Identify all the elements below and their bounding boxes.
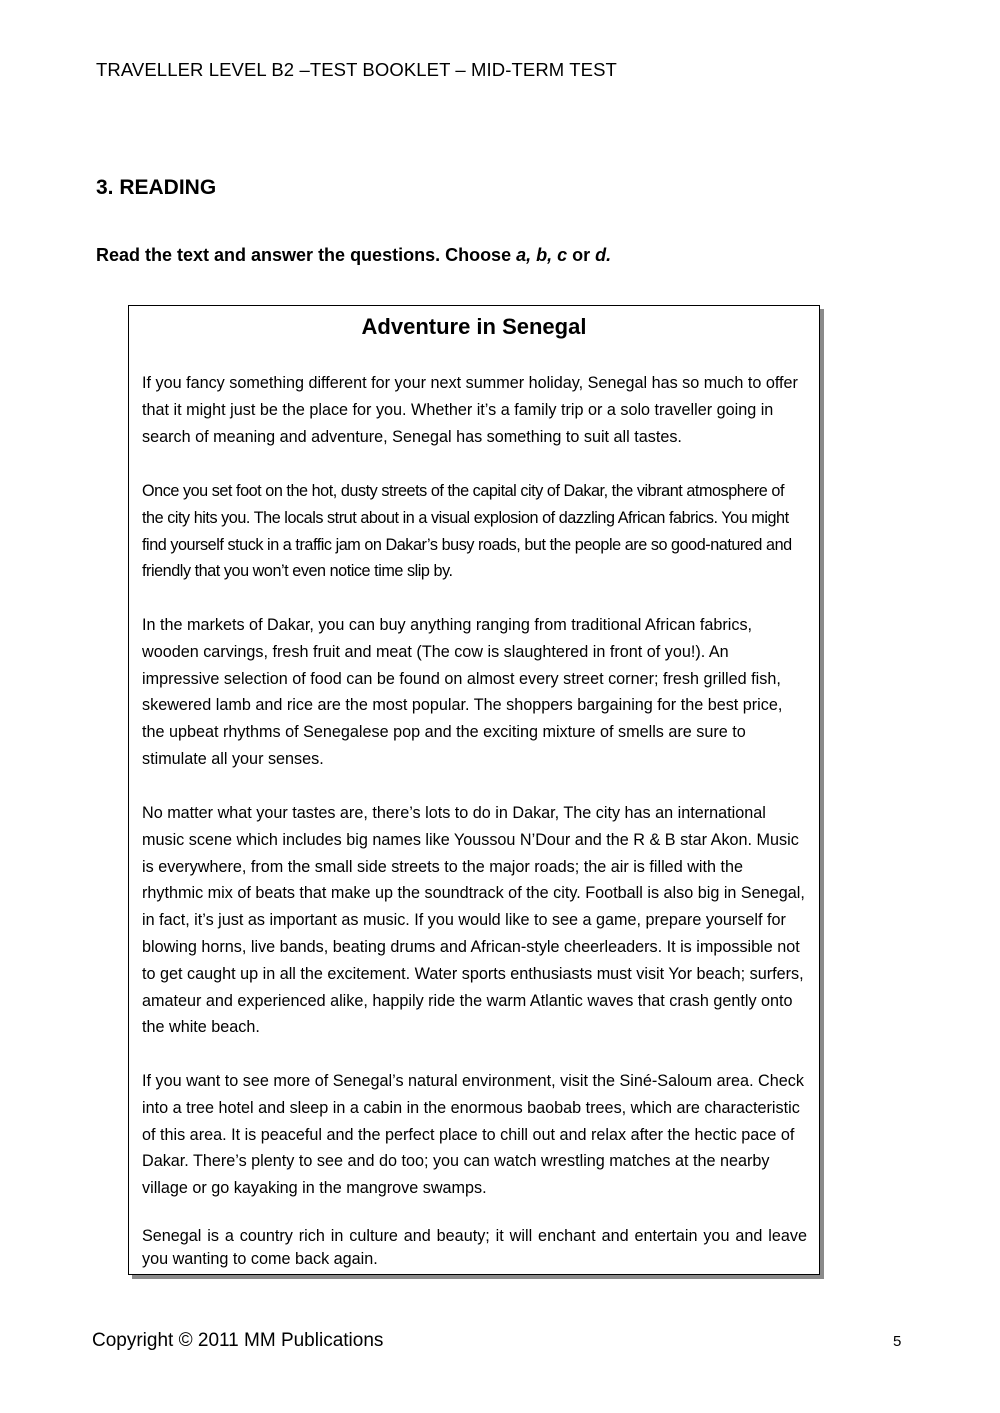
passage-paragraph-5: If you want to see more of Senegal’s natural environment, visit the Siné-Saloum area. Check into a tree hotel and sleep in a cabin in the enormous baobab trees, which are characteristic of this area. It is peaceful and the perfect place to chill out and relax after the hectic pace of Dakar. There’s plenty to see and do too; you can watch wrestling matches at the nearby village or go kayaking in the mangrove swamps. <box>142 1072 804 1198</box>
instruction-joiner: or <box>567 245 596 265</box>
section-title: 3. READING <box>96 176 217 199</box>
copyright-notice: Copyright © 2011 MM Publications <box>92 1330 384 1351</box>
booklet-header: TRAVELLER LEVEL B2 –TEST BOOKLET – MID-TERM TEST <box>96 59 617 80</box>
page-number: 5 <box>893 1333 902 1350</box>
instruction-last-letter: d. <box>595 245 612 265</box>
passage-title: Adventure in Senegal <box>361 314 587 339</box>
passage-paragraph-6: Senegal is a country rich in culture and beauty; it will enchant and entertain you and leave you wanting to come back again. <box>142 1227 807 1268</box>
passage-paragraph-4: No matter what your tastes are, there’s lots to do in Dakar, The city has an international music scene which includes big names like Youssou N’Dour and the R & B star Akon. Music is everywhere, from the small side streets to the major roads; the air is filled with the rhythmic mix of beats that make up the soundtrack of the city. Football is also big in Senegal, in fact, it’s just as important as music. If you would like to see a game, prepare yourself for blowing horns, live bands, beating drums and African-style cheerleaders. It is impossible not to get caught up in all the excitement. Water sports enthusiasts must visit Yor beach; surfers, amateur and experienced alike, happily ride the warm Atlantic waves that crash gently onto the white beach. <box>142 804 805 1037</box>
passage-paragraph-1: If you fancy something different for your next summer holiday, Senegal has so much to offer that it might just be the place for you. Whether it’s a family trip or a solo traveller going in search of meaning and adventure, Senegal has something to suit all tastes. <box>142 374 798 446</box>
instruction-letters: a, b, c <box>516 245 568 265</box>
instruction-lead: Read the text and answer the questions. Choose <box>96 245 517 265</box>
passage-paragraph-3: In the markets of Dakar, you can buy anything ranging from traditional African fabrics, wooden carvings, fresh fruit and meat (The cow is slaughtered in front of you!). An impressive selection of food can be found on almost every street corner; fresh grilled fish, skewered lamb and rice are the most popular. The shoppers bargaining for the best price, the upbeat rhythms of Senegalese pop and the exciting mixture of smells are sure to stimulate all your senses. <box>142 616 783 768</box>
instruction-text <box>96 245 611 266</box>
passage-paragraph-2: Once you set foot on the hot, dusty streets of the capital city of Dakar, the vibrant atmosphere of the city hits you. The locals strut about in a visual explosion of dazzling African fabrics. You might find yourself stuck in a traffic jam on Dakar’s busy roads, but the people are so good-natured and friendly that you won’t even notice time slip by. <box>142 482 792 581</box>
reading-passage-box <box>128 305 820 1275</box>
